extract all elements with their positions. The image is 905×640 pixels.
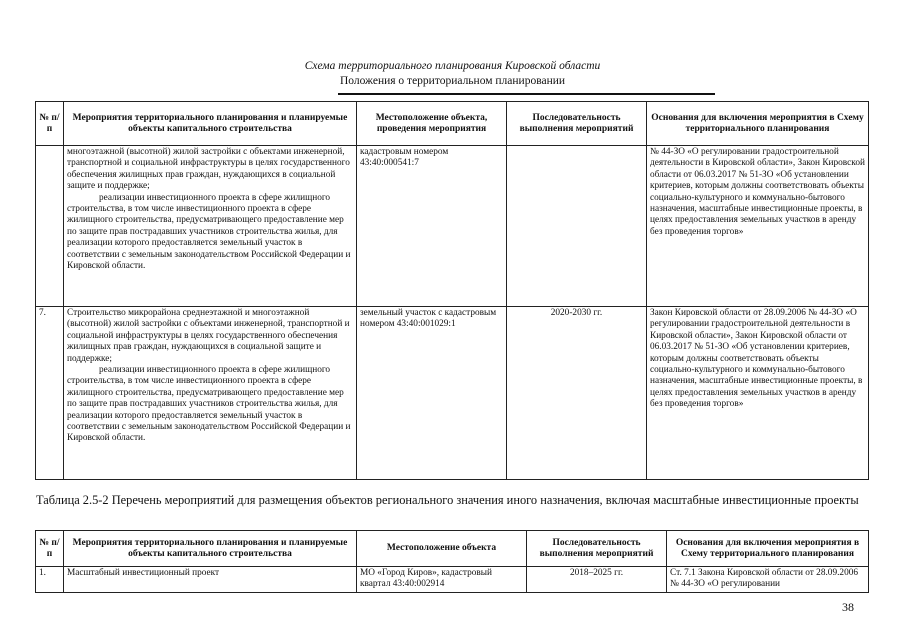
table-row [36, 307, 869, 480]
col-header-measure: Мероприятия территориального планирования и планируемые объекты капитального строительства [64, 102, 357, 146]
table-row [36, 146, 869, 307]
table-header-row [36, 102, 869, 146]
col-header-basis: Основания для включения мероприятия в Схему территориального планирования [647, 102, 869, 146]
document-header-subtitle: Положения о территориальном планировании [339, 75, 566, 87]
cell-location: земельный участок с кадастровым номером 43:40:001029:1 [357, 307, 507, 480]
col-header-basis: Основания для включения мероприятия в Схему территориального планирования [667, 531, 869, 567]
cell-location: кадастровым номером 43:40:000541:7 [357, 146, 507, 307]
cell-measure [64, 146, 357, 307]
cell-basis: № 44-ЗО «О регулировании градостроительной деятельности в Кировской области», Закон Кировской области от 06.03.2017 № 51-ЗО «Об установлении критериев, которым должны соответствовать объекты социально-культурного и коммунально-бытового назначения, масштабные инвестиционные проекты, в целях предоставления земельных участков в аренду без проведения торгов» [647, 146, 869, 307]
table-row [36, 567, 869, 593]
measures-table-2 [35, 530, 869, 593]
table-header-row [36, 531, 869, 567]
col-header-num: № п/п [36, 531, 64, 567]
col-header-num: № п/п [36, 102, 64, 146]
cell-measure [64, 307, 357, 480]
measure-paragraph: реализации инвестиционного проекта в сфере жилищного строительства, в том числе инвестиционного проекта в сфере жилищного строительства, предусматривающего предоставление мер по защите прав пострадавших участников строительства жилья, для реализации которого предоставляется земельный участок в соответствии с земельным законодательством Российской Федерации и Кировской области. [67, 365, 351, 444]
cell-measure: Масштабный инвестиционный проект [64, 567, 357, 593]
cell-sequence: 2020-2030 гг. [507, 307, 647, 480]
col-header-sequence: Последовательность выполнения мероприятий [507, 102, 647, 146]
col-header-measure: Мероприятия территориального планирования и планируемые объекты капитального строительства [64, 531, 357, 567]
cell-location: МО «Город Киров», кадастровый квартал 43:40:002914 [357, 567, 527, 593]
cell-num: 1. [36, 567, 64, 593]
col-header-location: Местоположение объекта [357, 531, 527, 567]
cell-basis: Закон Кировской области от 28.09.2006 № 44-ЗО «О регулировании градостроительной деятельности в Кировской области», Закон Кировской области от 06.03.2017 № 51-ЗО «Об установлении критериев, которым должны соответствовать объекты социально-культурного и коммунально-бытового назначения, масштабные инвестиционные проекты, в целях предоставления земельных участков в аренду без проведения торгов» [647, 307, 869, 480]
measure-paragraph: многоэтажной (высотной) жилой застройки с объектами инженерной, транспортной и социальной инфраструктуры в целях государственного обеспечения жилищных прав граждан, нуждающихся в социальной защите и поддержке; [67, 147, 350, 192]
table-caption: Таблица 2.5-2 Перечень мероприятий для размещения объектов регионального значения иного назначения, включая масштабные инвестиционные проекты [36, 493, 859, 507]
page-number: 38 [842, 600, 854, 614]
col-header-sequence: Последовательность выполнения мероприятий [527, 531, 667, 567]
document-header-title: Схема территориального планирования Кировской области [304, 60, 601, 72]
cell-num: 7. [36, 307, 64, 480]
cell-sequence [507, 146, 647, 307]
header-rule [338, 93, 715, 95]
col-header-location: Местоположение объекта, проведения мероприятия [357, 102, 507, 146]
measure-paragraph: реализации инвестиционного проекта в сфере жилищного строительства, в том числе инвестиционного проекта в сфере жилищного строительства, предусматривающего предоставление мер по защите прав пострадавших участников строительства жилья, для реализации которого предоставляется земельный участок в соответствии с земельным законодательством Российской Федерации и Кировской области. [67, 192, 351, 272]
cell-basis: Ст. 7.1 Закона Кировской области от 28.09.2006 № 44-ЗО «О регулировании [667, 567, 869, 593]
measures-table-1 [35, 101, 869, 480]
cell-num [36, 146, 64, 307]
cell-sequence: 2018–2025 гг. [527, 567, 667, 593]
measure-paragraph: Строительство микрорайона среднеэтажной и многоэтажной (высотной) жилой застройки с объектами инженерной, транспортной и социальной инфраструктуры в целях государственного обеспечения жилищных прав граждан, нуждающихся в социальной защите и поддержке; [67, 308, 350, 364]
